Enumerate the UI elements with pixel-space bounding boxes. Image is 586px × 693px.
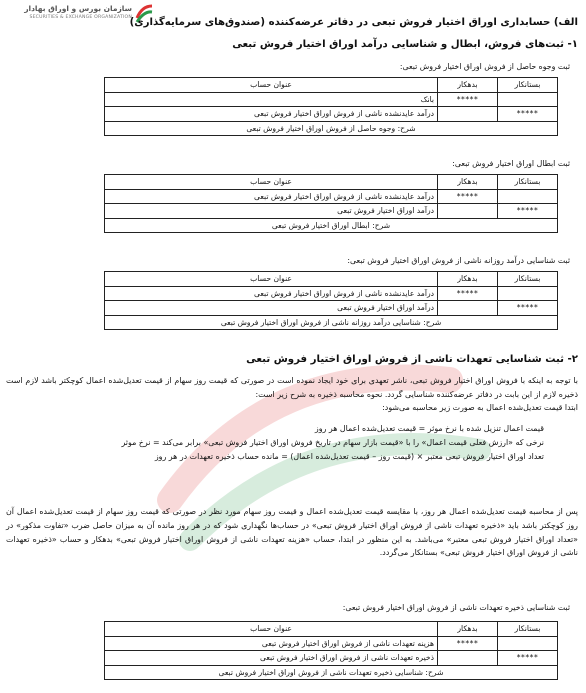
debit-cell <box>438 204 498 219</box>
section2-paragraph-2: پس از محاسبه قیمت تعدیل‌شده اعمال هر روز، با مقایسه قیمت تعدیل‌شده اعمال و قیمت روز سهام مورد نظر در صورتی که قیمت روز سهام از قیمت تعدیل‌شده اعمال آن روز کوچکتر باشد باید «ذخیره تعهدات ناشی از فروش اوراق اختیار فروش تبعی» در حساب‌ها نگهداری شود که در هر روز مانده آن به میزان حاصل ضرب «تفاوت مذکور» در «تعداد اوراق اختیار فروش تبعی معتبر» می‌باشد. به این منظور در ابتدا، حساب «هزینه تعهدات ناشی از فروش اوراق اختیار فروش تبعی» بدهکار و حساب «ذخیره تعهدات ناشی از فروش اوراق اختیار فروش تبعی» بستانکار می‌گردد. <box>6 507 578 558</box>
entry-description: شرح: ابطال اوراق اختیار فروش تبعی <box>105 218 558 233</box>
table-note-row <box>105 218 558 233</box>
entry2-label: ثبت ابطال اوراق اختیار فروش تبعی: <box>452 159 570 168</box>
credit-cell: ***** <box>498 107 558 122</box>
table-row <box>105 204 558 219</box>
table-header-row <box>105 272 558 287</box>
table-header-row <box>105 78 558 93</box>
table-row <box>105 651 558 666</box>
credit-cell <box>498 92 558 107</box>
formula-effective-rate: نرخی که «ارزش فعلی قیمت اعمال» را با «قیمت بازار سهام در تاریخ فروش اوراق اختیار فروش تبعی» برابر می‌کند = نرخ موثر <box>121 438 544 447</box>
table-row <box>105 107 558 122</box>
credit-cell <box>498 286 558 301</box>
page-title: الف) حسابداری اوراق اختیار فروش تبعی در دفاتر عرضه‌کننده (صندوق‌های سرمایه‌گذاری) <box>129 17 578 28</box>
logo-org-fa: سازمان بورس و اوراق بهادار <box>24 4 132 13</box>
header-account: عنوان حساب <box>105 272 438 287</box>
table-row <box>105 636 558 651</box>
entry3-label: ثبت شناسایی درآمد روزانه ناشی از فروش اوراق اختیار فروش تبعی: <box>347 256 570 265</box>
journal-entry-table-3 <box>104 271 558 330</box>
header-debit: بدهکار <box>438 622 498 637</box>
header-debit: بدهکار <box>438 272 498 287</box>
credit-cell: ***** <box>498 301 558 316</box>
debit-cell: ***** <box>438 189 498 204</box>
header-debit: بدهکار <box>438 78 498 93</box>
header-account: عنوان حساب <box>105 622 438 637</box>
table-row <box>105 92 558 107</box>
entry4-label: ثبت شناسایی ذخیره تعهدات ناشی از فروش اوراق اختیار فروش تبعی: <box>342 603 570 612</box>
header-account: عنوان حساب <box>105 78 438 93</box>
header-credit: بستانکار <box>498 175 558 190</box>
account-cell: درآمد عایدنشده ناشی از فروش اوراق اختیار فروش تبعی <box>105 189 438 204</box>
journal-entry-table-2 <box>104 174 558 233</box>
table-note-row <box>105 665 558 680</box>
account-cell: درآمد اوراق اختیار فروش تبعی <box>105 204 438 219</box>
header-account: عنوان حساب <box>105 175 438 190</box>
header-credit: بستانکار <box>498 78 558 93</box>
logo-org-en: SECURITIES & EXCHANGE ORGANIZATION <box>29 15 132 20</box>
section1-heading: ۱- ثبت‌های فروش، ابطال و شناسایی درآمد اوراق اختیار فروش تبعی <box>232 39 578 50</box>
account-cell: درآمد عایدنشده ناشی از فروش اوراق اختیار فروش تبعی <box>105 107 438 122</box>
header-credit: بستانکار <box>498 622 558 637</box>
entry1-label: ثبت وجوه حاصل از فروش اوراق اختیار فروش تبعی: <box>399 62 570 71</box>
table-note-row <box>105 315 558 330</box>
entry-description: شرح: شناسایی درآمد روزانه ناشی از فروش اوراق اختیار فروش تبعی <box>105 315 558 330</box>
table-row <box>105 301 558 316</box>
credit-cell <box>498 189 558 204</box>
credit-cell <box>498 636 558 651</box>
section2-heading: ۲- ثبت شناسایی تعهدات ناشی از فروش اوراق اختیار فروش تبعی <box>246 354 578 365</box>
table-row <box>105 189 558 204</box>
debit-cell <box>438 301 498 316</box>
account-cell: درآمد اوراق اختیار فروش تبعی <box>105 301 438 316</box>
formula-adjusted-price: قیمت اعمال تنزیل شده با نرخ موثر = قیمت تعدیل‌شده اعمال هر روز <box>314 424 544 433</box>
account-cell: درآمد عایدنشده ناشی از فروش اوراق اختیار فروش تبعی <box>105 286 438 301</box>
journal-entry-table-4 <box>104 621 558 680</box>
table-header-row <box>105 622 558 637</box>
credit-cell: ***** <box>498 204 558 219</box>
header-credit: بستانکار <box>498 272 558 287</box>
debit-cell <box>438 107 498 122</box>
debit-cell: ***** <box>438 92 498 107</box>
header-debit: بدهکار <box>438 175 498 190</box>
section2-paragraph-1: با توجه به اینکه با فروش اوراق اختیار فروش تبعی، ناشر تعهدی برای خود ایجاد نموده است در صورتی که قیمت روز سهام از قیمت تعدیل‌شده اعمال کوچکتر باشد لازم است ذخیره لازم از این بابت در دفاتر عرضه‌کننده شناسایی گردد. نحوه محاسبه ذخیره به شرح زیر است: <box>6 376 578 399</box>
debit-cell <box>438 651 498 666</box>
entry-description: شرح: شناسایی ذخیره تعهدات ناشی از فروش اوراق اختیار فروش تبعی <box>105 665 558 680</box>
table-header-row <box>105 175 558 190</box>
table-row <box>105 286 558 301</box>
credit-cell: ***** <box>498 651 558 666</box>
debit-cell: ***** <box>438 286 498 301</box>
section2-intro-line: ابتدا قیمت تعدیل‌شده اعمال به صورت زیر محاسبه می‌شود: <box>382 403 578 412</box>
account-cell: بانک <box>105 92 438 107</box>
formula-provision-balance: تعداد اوراق اختیار فروش تبعی معتبر × (قیمت روز – قیمت تعدیل‌شده اعمال) = مانده حساب ذخیره تعهدات در هر روز <box>154 452 544 461</box>
entry-description: شرح: وجوه حاصل از فروش اوراق اختیار فروش تبعی <box>105 121 558 136</box>
debit-cell: ***** <box>438 636 498 651</box>
table-note-row <box>105 121 558 136</box>
account-cell: هزینه تعهدات ناشی از فروش اوراق اختیار فروش تبعی <box>105 636 438 651</box>
account-cell: ذخیره تعهدات ناشی از فروش اوراق اختیار فروش تبعی <box>105 651 438 666</box>
journal-entry-table-1 <box>104 77 558 136</box>
